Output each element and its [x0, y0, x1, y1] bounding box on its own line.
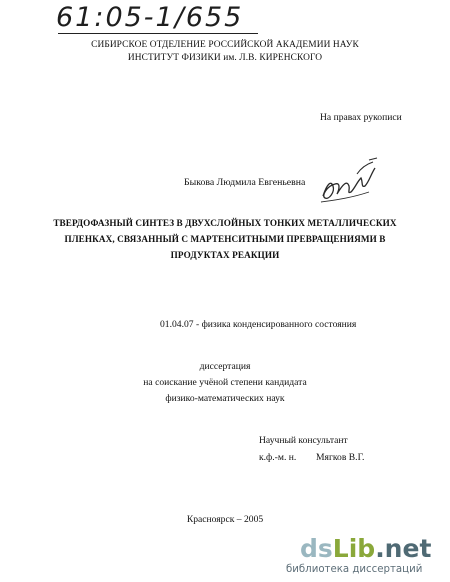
consultant-label: Научный консультант — [259, 435, 348, 446]
dissertation-title-line-1: ТВЕРДОФАЗНЫЙ СИНТЕЗ В ДВУХСЛОЙНЫХ ТОНКИХ МЕТАЛЛИЧЕСКИХ — [53, 218, 397, 228]
dissertation-title-line-3: ПРОДУКТАХ РЕАКЦИИ — [170, 250, 280, 260]
author-name: Быкова Людмила Евгеньевна — [184, 177, 306, 188]
handwritten-archive-code: 61:05-1/655 — [56, 2, 244, 33]
institution-line-2: ИНСТИТУТ ФИЗИКИ им. Л.В. КИРЕНСКОГО — [127, 53, 323, 63]
city-year: Красноярск – 2005 — [186, 514, 264, 525]
handwritten-underline — [58, 33, 258, 34]
dissertation-title-line-2: ПЛЕНКАХ, СВЯЗАННЫЙ С МАРТЕНСИТНЫМИ ПРЕВРАЩЕНИЯМИ В — [64, 234, 386, 244]
signature-image — [317, 156, 381, 206]
rights-note: На правах рукописи — [320, 112, 402, 123]
science-field: физико-математических наук — [165, 393, 285, 404]
consultant-name: Мягков В.Г. — [316, 452, 365, 463]
dissertation-type: диссертация — [199, 361, 251, 372]
degree-line: на соискание учёной степени кандидата — [143, 377, 307, 388]
dslib-logo[interactable]: dsLib.net — [300, 534, 432, 563]
institution-line-1: СИБИРСКОЕ ОТДЕЛЕНИЕ РОССИЙСКОЙ АКАДЕМИИ НАУК — [91, 40, 359, 50]
watermark-tagline: библиотека диссертаций — [286, 564, 423, 575]
consultant-degree: к.ф.-м. н. — [259, 452, 297, 463]
specialty-code: 01.04.07 - физика конденсированного состояния — [160, 319, 357, 330]
